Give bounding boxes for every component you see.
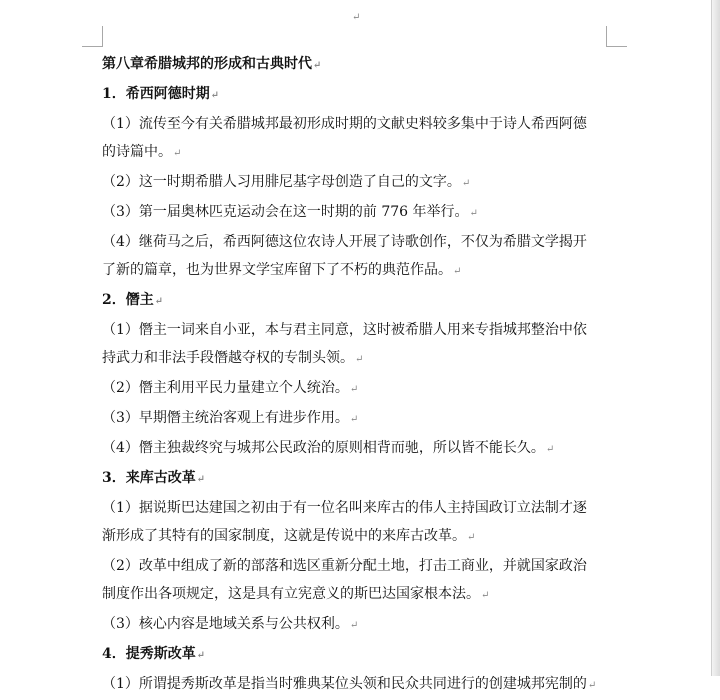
section-heading: 4．提秀斯改革↵	[102, 646, 206, 662]
text-line: （2）这一时期希腊人习用腓尼基字母创造了自己的文字。	[102, 174, 461, 190]
text-line: 了新的篇章，也为世界文学宝库留下了不朽的典范作品。	[102, 262, 452, 278]
text-line: 制度作出各项规定，这是具有立宪意义的斯巴达国家根本法。	[102, 586, 480, 602]
list-item	[102, 610, 612, 640]
margin-corner-top-right	[606, 26, 627, 47]
list-item	[102, 110, 612, 168]
section-heading: 1．希西阿德时期↵	[102, 86, 220, 102]
margin-corner-top-left	[82, 26, 103, 47]
page-edge	[711, 0, 720, 676]
list-item	[102, 670, 612, 700]
text-line: （2）改革中组成了新的部落和选区重新分配土地，打击工商业，并就国家政治	[102, 558, 587, 574]
list-item	[102, 494, 612, 552]
list-item	[102, 168, 612, 198]
list-item	[102, 434, 612, 464]
paragraph-mark: ↵	[173, 148, 182, 159]
paragraph-mark: ↵	[453, 266, 462, 277]
document-body	[102, 50, 612, 700]
list-item	[102, 374, 612, 404]
paragraph-mark: ↵	[467, 532, 476, 543]
paragraph-mark: ↵	[349, 620, 359, 631]
text-line: （3）第一届奥林匹克运动会在这一时期的前 776 年举行。	[102, 204, 469, 220]
list-item	[102, 198, 612, 228]
text-line: （1）所谓提秀斯改革是指当时雅典某位头领和民众共同进行的创建城邦宪制的	[102, 676, 587, 692]
paragraph-mark: ↵	[545, 444, 555, 455]
text-line: （4）僭主独裁终究与城邦公民政治的原则相背而驰，所以皆不能长久。	[102, 440, 545, 456]
text-line: （1）流传至今有关希腊城邦最初形成时期的文献史料较多集中于诗人希西阿德	[102, 116, 587, 132]
text-line: （4）继荷马之后，希西阿德这位农诗人开展了诗歌创作，不仅为希腊文学揭开	[102, 234, 587, 250]
paragraph-mark: ↵	[154, 296, 164, 307]
paragraph-mark: ↵	[349, 384, 359, 395]
list-item	[102, 552, 612, 610]
paragraph-mark: ↵	[196, 474, 206, 485]
paragraph-mark: ↵	[313, 60, 322, 71]
paragraph-mark: ↵	[349, 414, 359, 425]
text-line: （3）早期僭主统治客观上有进步作用。	[102, 410, 349, 426]
text-line: 持武力和非法手段僭越夺权的专制头领。	[102, 350, 354, 366]
paragraph-mark: ↵	[469, 208, 478, 219]
paragraph-mark: ↵	[355, 354, 364, 365]
list-item	[102, 316, 612, 374]
list-item	[102, 228, 612, 286]
text-line: （2）僭主利用平民力量建立个人统治。	[102, 380, 349, 396]
text-line: （3）核心内容是地域关系与公共权利。	[102, 616, 349, 632]
text-line: （1）僭主一词来自小亚，本与君主同意，这时被希腊人用来专指城邦整治中依	[102, 322, 587, 338]
text-line: （1）据说斯巴达建国之初由于有一位名叫来库古的伟人主持国政订立法制才逐	[102, 500, 587, 516]
paragraph-mark: ↵	[210, 90, 220, 101]
paragraph-mark: ↵	[196, 650, 206, 661]
paragraph-mark: ↵	[352, 12, 361, 23]
paragraph-mark: ↵	[481, 590, 490, 601]
text-line: 的诗篇中。	[102, 144, 172, 160]
section-heading: 2．僭主↵	[102, 292, 164, 308]
list-item	[102, 404, 612, 434]
text-line: 渐形成了其特有的国家制度，这就是传说中的来库古改革。	[102, 528, 466, 544]
chapter-title: 第八章希腊城邦的形成和古典时代↵	[102, 56, 322, 72]
section-heading: 3．来库古改革↵	[102, 470, 206, 486]
paragraph-mark: ↵	[587, 680, 597, 691]
paragraph-mark: ↵	[461, 178, 471, 189]
